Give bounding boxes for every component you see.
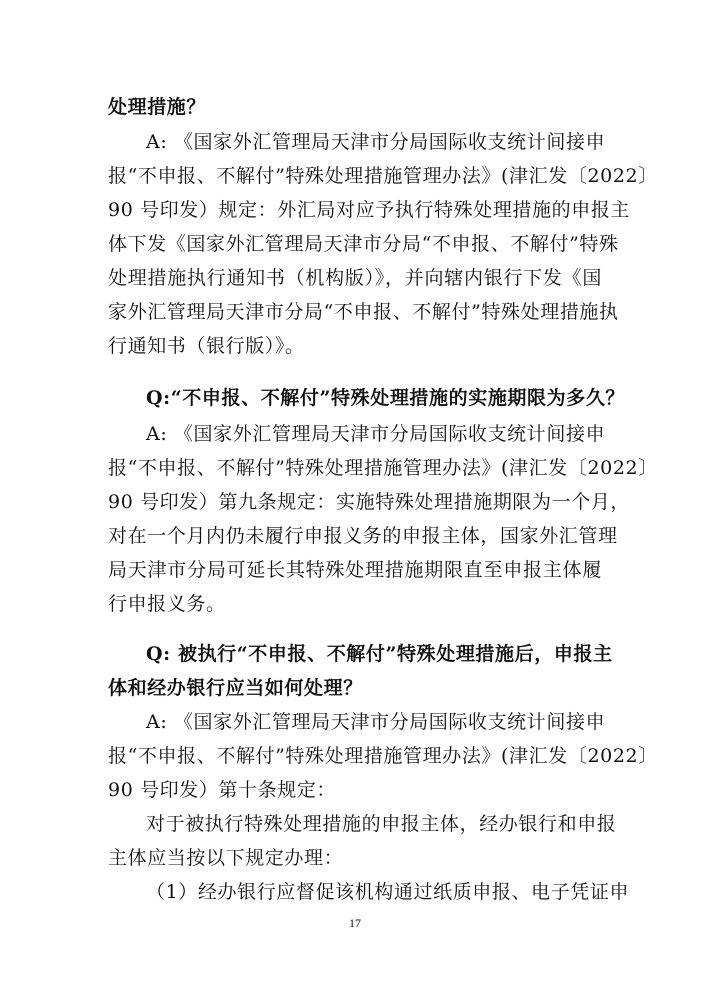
text-line: 家外汇管理局天津市分局“不申报、不解付”特殊处理措施执 <box>108 301 619 323</box>
text-line: 体下发《国家外汇管理局天津市分局“不申报、不解付”特殊 <box>108 233 619 255</box>
text-line-list-item-1: （1）经办银行应督促该机构通过纸质申报、电子凭证申 <box>146 881 630 903</box>
text-line: 90 号印发）第九条规定：实施特殊处理措施期限为一个月， <box>108 491 631 513</box>
text-line: 报“不申报、不解付”特殊处理措施管理办法》(津汇发〔2022〕 <box>108 457 658 479</box>
text-line: 行申报义务。 <box>108 593 226 615</box>
question-heading-2: Q:“不申报、不解付”特殊处理措施的实施期限为多久？ <box>146 387 626 409</box>
page-number: 17 <box>349 916 361 930</box>
text-line: 90 号印发）第十条规定： <box>108 779 337 801</box>
text-line: 主体应当按以下规定办理： <box>108 847 344 869</box>
text-line-answer-1-start: A: 《国家外汇管理局天津市分局国际收支统计间接申 <box>146 131 606 153</box>
text-line-paragraph-start: 对于被执行特殊处理措施的申报主体，经办银行和申报 <box>146 813 617 835</box>
question-heading-3: Q: 被执行“不申报、不解付”特殊处理措施后，申报主 <box>146 643 613 665</box>
text-line-continuation-heading: 处理措施？ <box>108 96 207 118</box>
text-line: 局天津市分局可延长其特殊处理措施期限直至申报主体履 <box>108 559 602 581</box>
question-heading-3-continued: 体和经办银行应当如何处理？ <box>108 677 363 699</box>
text-line: 对在一个月内仍未履行申报义务的申报主体，国家外汇管理 <box>108 525 618 547</box>
text-line: 报“不申报、不解付”特殊处理措施管理办法》(津汇发〔2022〕 <box>108 745 658 767</box>
text-line-answer-2-start: A: 《国家外汇管理局天津市分局国际收支统计间接申 <box>146 423 606 445</box>
text-line: 行通知书（银行版）》。 <box>108 335 305 357</box>
text-line-answer-3-start: A: 《国家外汇管理局天津市分局国际收支统计间接申 <box>146 711 606 733</box>
text-line: 90 号印发）规定：外汇局对应予执行特殊处理措施的申报主 <box>108 199 631 221</box>
text-line: 处理措施执行通知书（机构版）》，并向辖内银行下发《国 <box>108 267 602 289</box>
text-line: 报“不申报、不解付”特殊处理措施管理办法》(津汇发〔2022〕 <box>108 165 658 187</box>
